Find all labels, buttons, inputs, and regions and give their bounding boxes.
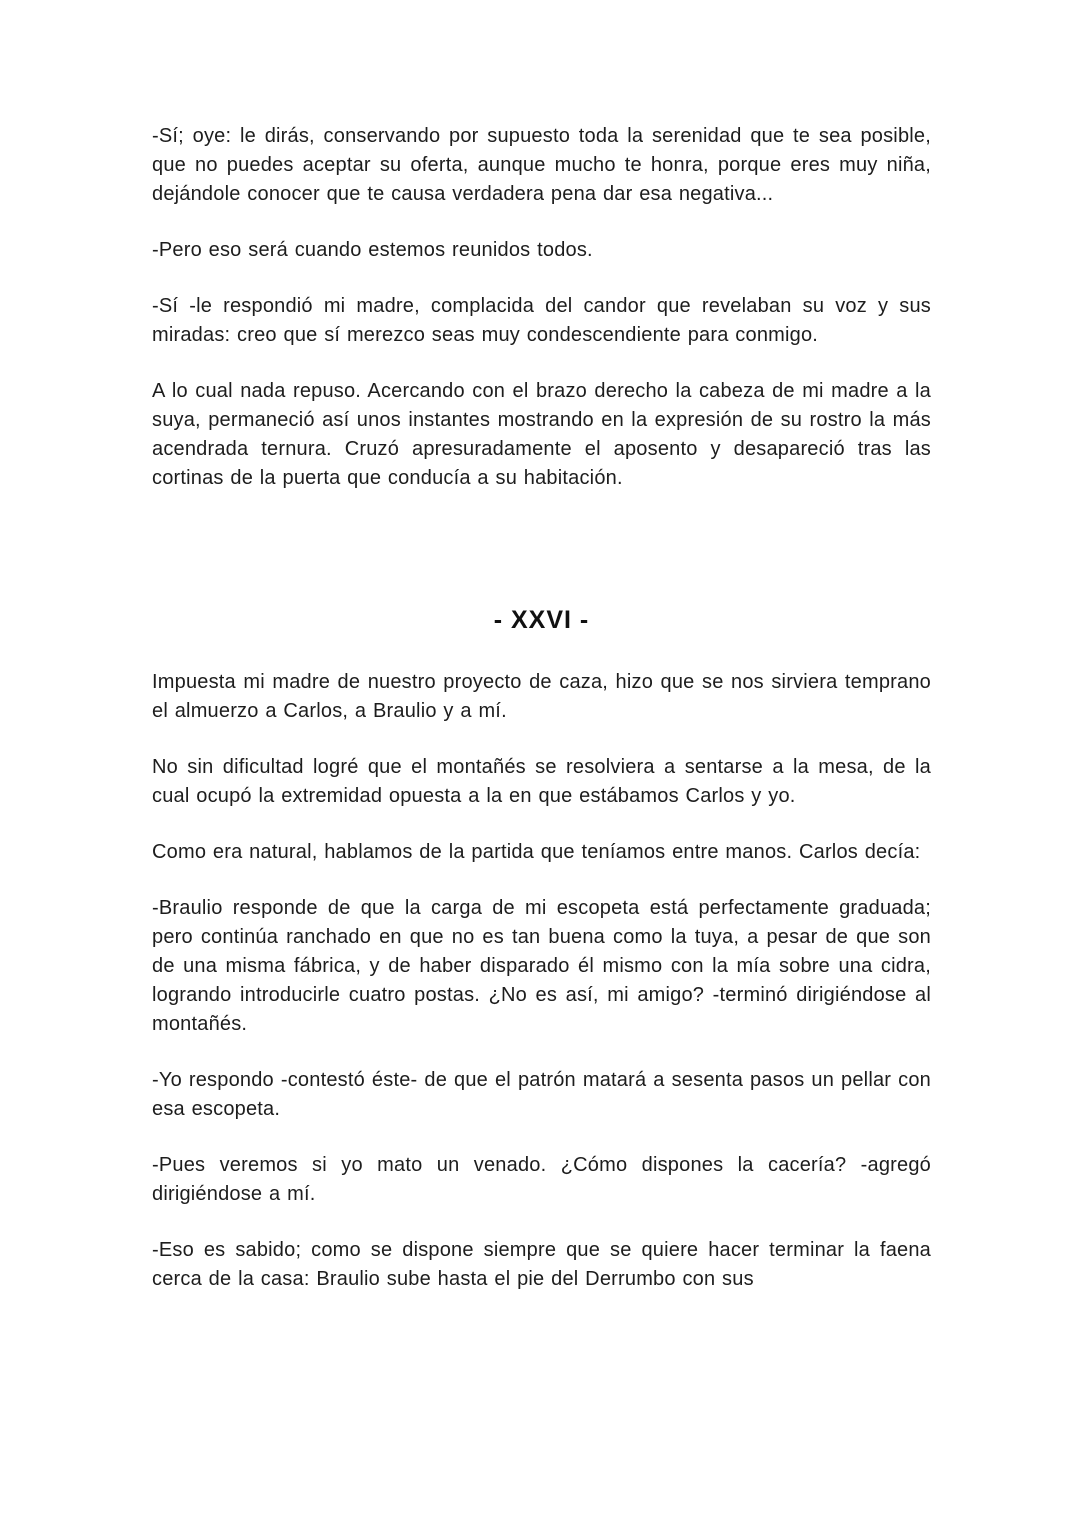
paragraph: -Pues veremos si yo mato un venado. ¿Cómo dispones la cacería? -agregó dirigiéndose a mí. <box>152 1154 931 1205</box>
paragraph: -Braulio responde de que la carga de mi escopeta está perfectamente graduada; pero continúa ranchado en que no es tan buena como la tuya, a pesar de que son de una misma fábrica, y de haber disparado él mismo con la mía sobre una cidra, logrando introducirle cuatro postas. ¿No es así, mi amigo? -terminó dirigiéndose al montañés. <box>152 897 931 1035</box>
paragraph: -Sí; oye: le dirás, conservando por supuesto toda la serenidad que te sea posible, que no puedes aceptar su oferta, aunque mucho te honra, porque eres muy niña, dejándole conocer que te causa verdadera pena dar esa negativa... <box>152 125 931 205</box>
paragraph: -Yo respondo -contestó éste- de que el patrón matará a sesenta pasos un pellar con esa escopeta. <box>152 1069 931 1120</box>
paragraph: -Sí -le respondió mi madre, complacida del candor que revelaban su voz y sus miradas: creo que sí merezco seas muy condescendiente para conmigo. <box>152 295 931 346</box>
paragraph: -Eso es sabido; como se dispone siempre que se quiere hacer terminar la faena cerca de la casa: Braulio sube hasta el pie del Derrumbo con sus <box>152 1239 931 1290</box>
paragraph: No sin dificultad logré que el montañés se resolviera a sentarse a la mesa, de la cual ocupó la extremidad opuesta a la en que estábamos Carlos y yo. <box>152 756 931 807</box>
text-content <box>152 122 931 1294</box>
paragraph: Impuesta mi madre de nuestro proyecto de caza, hizo que se nos sirviera temprano el almuerzo a Carlos, a Braulio y a mí. <box>152 671 931 722</box>
paragraph: A lo cual nada repuso. Acercando con el brazo derecho la cabeza de mi madre a la suya, permaneció así unos instantes mostrando en la expresión de su rostro la más acendrada ternura. Cruzó apresuradamente el aposento y desapareció tras las cortinas de la puerta que conducía a su habitación. <box>152 380 931 489</box>
paragraph: Como era natural, hablamos de la partida que teníamos entre manos. Carlos decía: <box>152 841 921 863</box>
paragraph: -Pero eso será cuando estemos reunidos todos. <box>152 239 593 261</box>
chapter-heading: - XXVI - <box>493 606 590 634</box>
